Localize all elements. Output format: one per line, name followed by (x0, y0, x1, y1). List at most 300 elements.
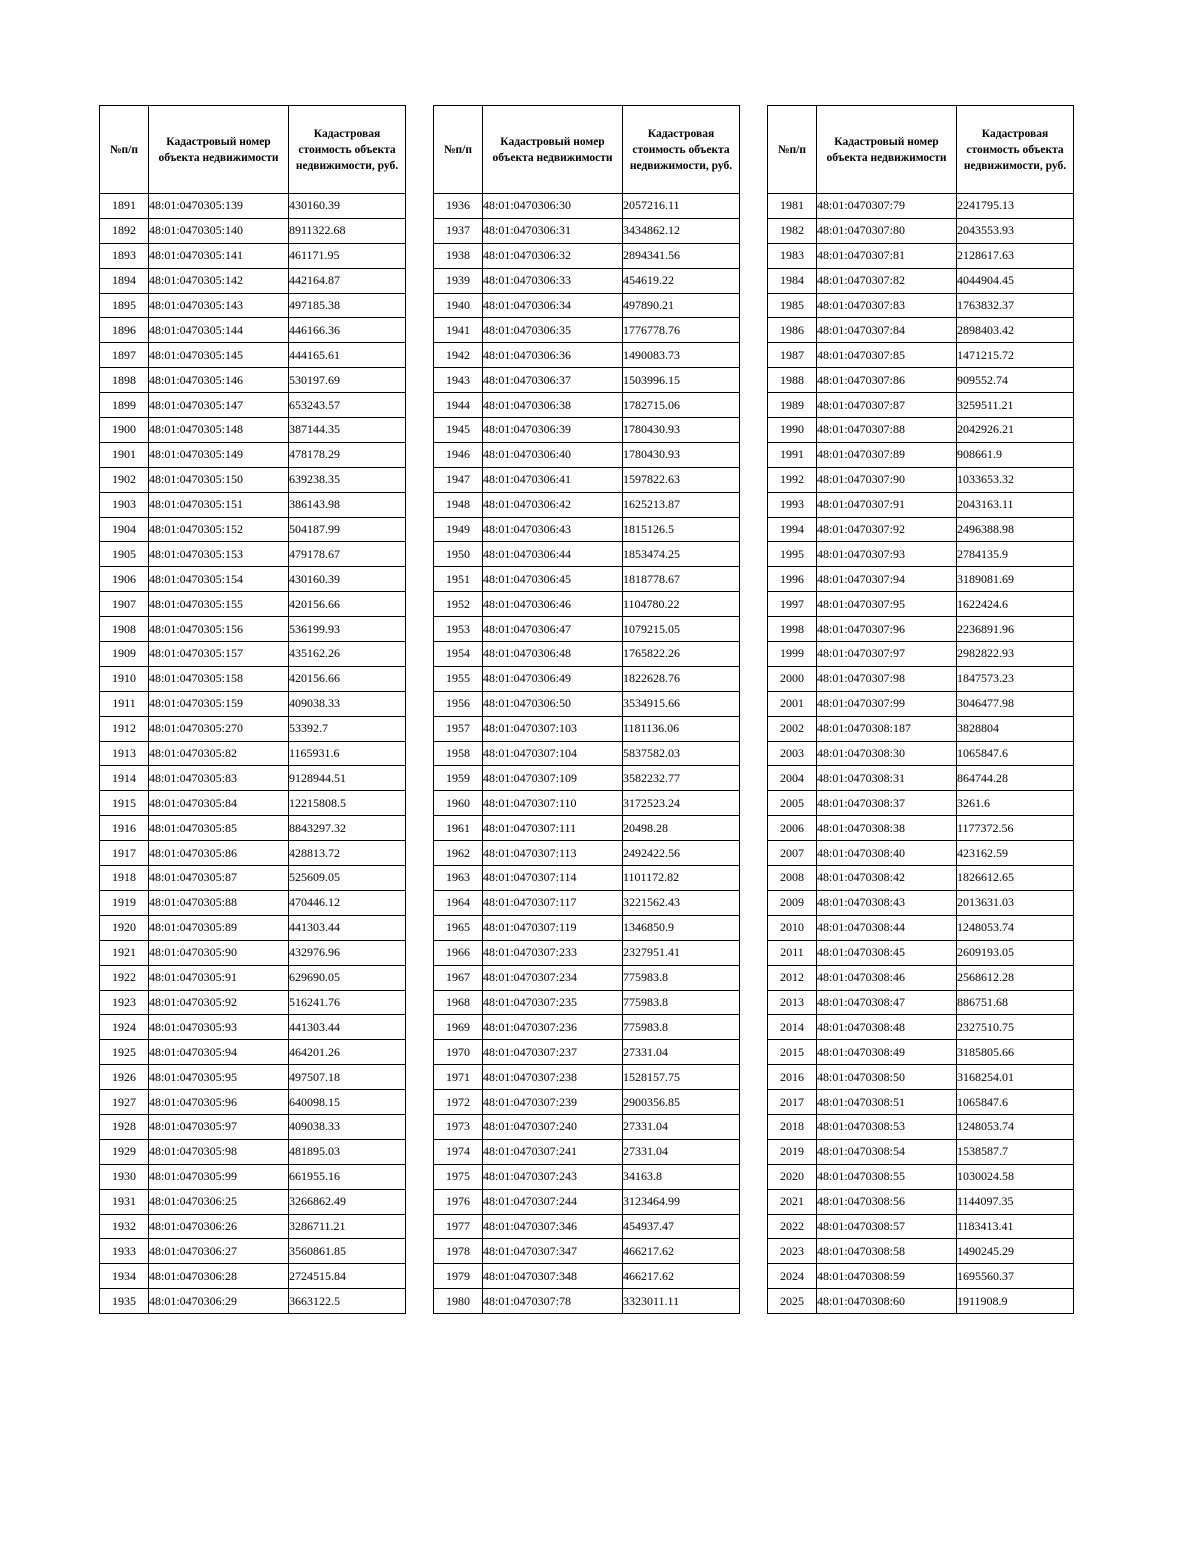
cadastral-value: 1065847.6 (957, 741, 1074, 766)
cadastral-id: 48:01:0470306:33 (483, 268, 623, 293)
table-row (768, 642, 1074, 667)
row-number: 1899 (100, 393, 149, 418)
cadastral-value: 1826612.65 (957, 866, 1074, 891)
row-number: 2021 (768, 1189, 817, 1214)
cadastral-id: 48:01:0470307:238 (483, 1065, 623, 1090)
table-row (100, 1065, 406, 1090)
cadastral-id: 48:01:0470307:234 (483, 965, 623, 990)
cadastral-id: 48:01:0470305:152 (149, 517, 289, 542)
cadastral-id: 48:01:0470308:44 (817, 915, 957, 940)
header-num: №п/п (768, 106, 817, 194)
table-row (434, 567, 740, 592)
row-number: 1898 (100, 368, 149, 393)
table-row (768, 1114, 1074, 1139)
cadastral-id: 48:01:0470306:42 (483, 492, 623, 517)
cadastral-value: 2236891.96 (957, 617, 1074, 642)
cadastral-id: 48:01:0470308:45 (817, 940, 957, 965)
table-row (768, 268, 1074, 293)
cadastral-id: 48:01:0470305:141 (149, 243, 289, 268)
table-row (434, 841, 740, 866)
row-number: 2019 (768, 1139, 817, 1164)
row-number: 1941 (434, 318, 483, 343)
table-row (768, 866, 1074, 891)
table-body (100, 194, 406, 1314)
cadastral-value: 53392.7 (289, 716, 406, 741)
table-row (434, 268, 740, 293)
cadastral-id: 48:01:0470307:240 (483, 1114, 623, 1139)
cadastral-id: 48:01:0470305:94 (149, 1040, 289, 1065)
cadastral-id: 48:01:0470307:90 (817, 467, 957, 492)
cadastral-value: 8843297.32 (289, 816, 406, 841)
cadastral-id: 48:01:0470305:92 (149, 990, 289, 1015)
row-number: 1921 (100, 940, 149, 965)
row-number: 1983 (768, 243, 817, 268)
cadastral-value: 479178.67 (289, 542, 406, 567)
row-number: 1993 (768, 492, 817, 517)
cadastral-value: 1033653.32 (957, 467, 1074, 492)
cadastral-value: 2609193.05 (957, 940, 1074, 965)
row-number: 1996 (768, 567, 817, 592)
cadastral-id: 48:01:0470305:147 (149, 393, 289, 418)
cadastral-value: 1597822.63 (623, 467, 740, 492)
table-body (434, 194, 740, 1314)
cadastral-value: 2241795.13 (957, 194, 1074, 219)
cadastral-id: 48:01:0470308:47 (817, 990, 957, 1015)
table-row (434, 318, 740, 343)
cadastral-id: 48:01:0470305:157 (149, 642, 289, 667)
cadastral-value: 3534915.66 (623, 691, 740, 716)
row-number: 1947 (434, 467, 483, 492)
cadastral-value: 442164.87 (289, 268, 406, 293)
table-row (768, 517, 1074, 542)
cadastral-value: 1853474.25 (623, 542, 740, 567)
cadastral-id: 48:01:0470307:114 (483, 866, 623, 891)
cadastral-id: 48:01:0470307:84 (817, 318, 957, 343)
cadastral-value: 12215808.5 (289, 791, 406, 816)
row-number: 2016 (768, 1065, 817, 1090)
cadastral-id: 48:01:0470306:46 (483, 592, 623, 617)
table-row (768, 393, 1074, 418)
table-row (100, 592, 406, 617)
row-number: 1936 (434, 194, 483, 219)
cadastral-value: 420156.66 (289, 666, 406, 691)
row-number: 1975 (434, 1164, 483, 1189)
row-number: 1989 (768, 393, 817, 418)
cadastral-id: 48:01:0470307:113 (483, 841, 623, 866)
cadastral-value: 3046477.98 (957, 691, 1074, 716)
row-number: 1968 (434, 990, 483, 1015)
cadastral-value: 454619.22 (623, 268, 740, 293)
cadastral-id: 48:01:0470305:149 (149, 442, 289, 467)
row-number: 1911 (100, 691, 149, 716)
row-number: 1925 (100, 1040, 149, 1065)
row-number: 1958 (434, 741, 483, 766)
cadastral-id: 48:01:0470306:43 (483, 517, 623, 542)
row-number: 2010 (768, 915, 817, 940)
row-number: 1912 (100, 716, 149, 741)
row-number: 2022 (768, 1214, 817, 1239)
cadastral-value: 2043163.11 (957, 492, 1074, 517)
table-row (434, 1065, 740, 1090)
cadastral-value: 1847573.23 (957, 666, 1074, 691)
cadastral-id: 48:01:0470307:82 (817, 268, 957, 293)
cadastral-id: 48:01:0470307:119 (483, 915, 623, 940)
row-number: 1944 (434, 393, 483, 418)
row-number: 1938 (434, 243, 483, 268)
cadastral-id: 48:01:0470307:347 (483, 1239, 623, 1264)
table-row (434, 194, 740, 219)
cadastral-id: 48:01:0470305:142 (149, 268, 289, 293)
table-row (434, 716, 740, 741)
cadastral-id: 48:01:0470305:158 (149, 666, 289, 691)
cadastral-value: 1177372.56 (957, 816, 1074, 841)
row-number: 2012 (768, 965, 817, 990)
table-row (434, 741, 740, 766)
table-row (100, 1214, 406, 1239)
header-cadastral-value: Кадастровая стоимость объекта недвижимости, руб. (289, 106, 406, 194)
cadastral-value: 2043553.93 (957, 218, 1074, 243)
cadastral-value: 497890.21 (623, 293, 740, 318)
row-number: 2000 (768, 666, 817, 691)
cadastral-id: 48:01:0470305:140 (149, 218, 289, 243)
cadastral-value: 504187.99 (289, 517, 406, 542)
table-row (768, 1264, 1074, 1289)
table-row (100, 368, 406, 393)
cadastral-value: 516241.76 (289, 990, 406, 1015)
cadastral-value: 8911322.68 (289, 218, 406, 243)
cadastral-id: 48:01:0470306:27 (149, 1239, 289, 1264)
table-row (100, 741, 406, 766)
row-number: 1894 (100, 268, 149, 293)
cadastral-value: 2568612.28 (957, 965, 1074, 990)
cadastral-value: 1528157.75 (623, 1065, 740, 1090)
row-number: 1917 (100, 841, 149, 866)
row-number: 2001 (768, 691, 817, 716)
cadastral-value: 1776778.76 (623, 318, 740, 343)
cadastral-value: 1165931.6 (289, 741, 406, 766)
cadastral-id: 48:01:0470307:346 (483, 1214, 623, 1239)
row-number: 1920 (100, 915, 149, 940)
cadastral-id: 48:01:0470307:237 (483, 1040, 623, 1065)
cadastral-id: 48:01:0470307:79 (817, 194, 957, 219)
cadastral-id: 48:01:0470306:39 (483, 418, 623, 443)
cadastral-id: 48:01:0470306:40 (483, 442, 623, 467)
cadastral-value: 1104780.22 (623, 592, 740, 617)
cadastral-value: 1780430.93 (623, 418, 740, 443)
cadastral-value: 27331.04 (623, 1114, 740, 1139)
cadastral-value: 525609.05 (289, 866, 406, 891)
row-number: 1982 (768, 218, 817, 243)
row-number: 1908 (100, 617, 149, 642)
row-number: 1963 (434, 866, 483, 891)
row-number: 2009 (768, 890, 817, 915)
cadastral-id: 48:01:0470305:86 (149, 841, 289, 866)
table-row (768, 965, 1074, 990)
table-row (768, 841, 1074, 866)
row-number: 2023 (768, 1239, 817, 1264)
table-row (100, 1139, 406, 1164)
table-row (434, 492, 740, 517)
cadastral-id: 48:01:0470305:148 (149, 418, 289, 443)
cadastral-id: 48:01:0470306:26 (149, 1214, 289, 1239)
cadastral-value: 441303.44 (289, 1015, 406, 1040)
table-row (434, 965, 740, 990)
cadastral-id: 48:01:0470308:59 (817, 1264, 957, 1289)
table-row (434, 1114, 740, 1139)
cadastral-value: 2327510.75 (957, 1015, 1074, 1040)
cadastral-value: 775983.8 (623, 990, 740, 1015)
row-number: 1966 (434, 940, 483, 965)
row-number: 1991 (768, 442, 817, 467)
row-number: 1986 (768, 318, 817, 343)
cadastral-value: 661955.16 (289, 1164, 406, 1189)
row-number: 1945 (434, 418, 483, 443)
cadastral-value: 3259511.21 (957, 393, 1074, 418)
cadastral-id: 48:01:0470305:153 (149, 542, 289, 567)
cadastral-value: 775983.8 (623, 1015, 740, 1040)
row-number: 1918 (100, 866, 149, 891)
cadastral-value: 1818778.67 (623, 567, 740, 592)
row-number: 1916 (100, 816, 149, 841)
cadastral-id: 48:01:0470307:110 (483, 791, 623, 816)
cadastral-id: 48:01:0470307:92 (817, 517, 957, 542)
cadastral-id: 48:01:0470305:159 (149, 691, 289, 716)
table-row (434, 243, 740, 268)
cadastral-value: 1248053.74 (957, 1114, 1074, 1139)
cadastral-value: 1490083.73 (623, 343, 740, 368)
table-row (434, 1139, 740, 1164)
row-number: 1951 (434, 567, 483, 592)
header-cadastral-id: Кадастровый номер объекта недвижимости (149, 106, 289, 194)
cadastral-id: 48:01:0470306:32 (483, 243, 623, 268)
cadastral-id: 48:01:0470307:109 (483, 766, 623, 791)
cadastral-id: 48:01:0470305:155 (149, 592, 289, 617)
cadastral-value: 3560861.85 (289, 1239, 406, 1264)
cadastral-value: 1622424.6 (957, 592, 1074, 617)
table-header-row (434, 106, 740, 194)
row-number: 2006 (768, 816, 817, 841)
cadastral-id: 48:01:0470308:30 (817, 741, 957, 766)
table-row (434, 542, 740, 567)
cadastral-id: 48:01:0470305:143 (149, 293, 289, 318)
header-num: №п/п (434, 106, 483, 194)
cadastral-id: 48:01:0470308:53 (817, 1114, 957, 1139)
cadastral-id: 48:01:0470306:45 (483, 567, 623, 592)
cadastral-id: 48:01:0470307:117 (483, 890, 623, 915)
cadastral-value: 3168254.01 (957, 1065, 1074, 1090)
table-row (100, 866, 406, 891)
cadastral-id: 48:01:0470305:139 (149, 194, 289, 219)
row-number: 1893 (100, 243, 149, 268)
table-row (768, 1189, 1074, 1214)
cadastral-id: 48:01:0470307:89 (817, 442, 957, 467)
table-row (434, 293, 740, 318)
table-row (768, 418, 1074, 443)
cadastral-value: 34163.8 (623, 1164, 740, 1189)
cadastral-value: 1248053.74 (957, 915, 1074, 940)
cadastral-id: 48:01:0470307:88 (817, 418, 957, 443)
row-number: 1915 (100, 791, 149, 816)
row-number: 1957 (434, 716, 483, 741)
cadastral-value: 2784135.9 (957, 542, 1074, 567)
header-num: №п/п (100, 106, 149, 194)
cadastral-id: 48:01:0470308:49 (817, 1040, 957, 1065)
table-row (434, 990, 740, 1015)
cadastral-value: 2042926.21 (957, 418, 1074, 443)
table-row (100, 1040, 406, 1065)
table-row (434, 816, 740, 841)
cadastral-value: 2900356.85 (623, 1090, 740, 1115)
table-row (768, 567, 1074, 592)
cadastral-value: 1471215.72 (957, 343, 1074, 368)
table-row (768, 791, 1074, 816)
row-number: 1977 (434, 1214, 483, 1239)
table-row (100, 841, 406, 866)
cadastral-table-1 (99, 105, 406, 1314)
table-row (768, 940, 1074, 965)
header-cadastral-value: Кадастровая стоимость объекта недвижимости, руб. (623, 106, 740, 194)
table-row (100, 194, 406, 219)
row-number: 1960 (434, 791, 483, 816)
cadastral-value: 1763832.37 (957, 293, 1074, 318)
cadastral-value: 640098.15 (289, 1090, 406, 1115)
table-row (100, 915, 406, 940)
row-number: 1905 (100, 542, 149, 567)
row-number: 1919 (100, 890, 149, 915)
cadastral-id: 48:01:0470306:34 (483, 293, 623, 318)
row-number: 1953 (434, 617, 483, 642)
cadastral-id: 48:01:0470307:78 (483, 1289, 623, 1314)
table-row (100, 293, 406, 318)
cadastral-value: 497507.18 (289, 1065, 406, 1090)
cadastral-id: 48:01:0470308:54 (817, 1139, 957, 1164)
table-row (100, 642, 406, 667)
row-number: 1923 (100, 990, 149, 1015)
row-number: 1999 (768, 642, 817, 667)
row-number: 1895 (100, 293, 149, 318)
cadastral-id: 48:01:0470307:239 (483, 1090, 623, 1115)
row-number: 2018 (768, 1114, 817, 1139)
table-row (768, 1164, 1074, 1189)
cadastral-value: 1183413.41 (957, 1214, 1074, 1239)
cadastral-id: 48:01:0470307:94 (817, 567, 957, 592)
row-number: 1965 (434, 915, 483, 940)
cadastral-id: 48:01:0470308:55 (817, 1164, 957, 1189)
table-row (768, 716, 1074, 741)
table-row (100, 1239, 406, 1264)
cadastral-value: 3828804 (957, 716, 1074, 741)
row-number: 1981 (768, 194, 817, 219)
table-row (434, 915, 740, 940)
cadastral-id: 48:01:0470307:103 (483, 716, 623, 741)
row-number: 1969 (434, 1015, 483, 1040)
row-number: 2017 (768, 1090, 817, 1115)
table-row (768, 1289, 1074, 1314)
table-row (768, 1090, 1074, 1115)
cadastral-value: 3123464.99 (623, 1189, 740, 1214)
cadastral-id: 48:01:0470308:40 (817, 841, 957, 866)
cadastral-id: 48:01:0470308:60 (817, 1289, 957, 1314)
cadastral-id: 48:01:0470305:99 (149, 1164, 289, 1189)
row-number: 2024 (768, 1264, 817, 1289)
row-number: 1903 (100, 492, 149, 517)
table-row (434, 1239, 740, 1264)
row-number: 1946 (434, 442, 483, 467)
row-number: 2011 (768, 940, 817, 965)
table-row (768, 990, 1074, 1015)
cadastral-id: 48:01:0470308:43 (817, 890, 957, 915)
header-cadastral-value: Кадастровая стоимость объекта недвижимости, руб. (957, 106, 1074, 194)
cadastral-id: 48:01:0470307:235 (483, 990, 623, 1015)
cadastral-value: 446166.36 (289, 318, 406, 343)
table-row (100, 1264, 406, 1289)
cadastral-id: 48:01:0470307:97 (817, 642, 957, 667)
row-number: 2003 (768, 741, 817, 766)
table-row (434, 218, 740, 243)
cadastral-value: 497185.38 (289, 293, 406, 318)
table-row (768, 915, 1074, 940)
table-row (434, 368, 740, 393)
table-row (100, 1289, 406, 1314)
row-number: 1937 (434, 218, 483, 243)
cadastral-value: 3663122.5 (289, 1289, 406, 1314)
table-row (434, 890, 740, 915)
cadastral-value: 3185805.66 (957, 1040, 1074, 1065)
table-row (768, 218, 1074, 243)
row-number: 1998 (768, 617, 817, 642)
table-row (100, 268, 406, 293)
cadastral-id: 48:01:0470307:348 (483, 1264, 623, 1289)
cadastral-value: 886751.68 (957, 990, 1074, 1015)
cadastral-value: 2982822.93 (957, 642, 1074, 667)
cadastral-value: 464201.26 (289, 1040, 406, 1065)
cadastral-id: 48:01:0470305:89 (149, 915, 289, 940)
table-row (768, 1239, 1074, 1264)
table-row (100, 1189, 406, 1214)
cadastral-table-3 (767, 105, 1074, 1314)
cadastral-value: 2492422.56 (623, 841, 740, 866)
cadastral-value: 2898403.42 (957, 318, 1074, 343)
cadastral-value: 435162.26 (289, 642, 406, 667)
cadastral-id: 48:01:0470307:95 (817, 592, 957, 617)
row-number: 1990 (768, 418, 817, 443)
row-number: 1939 (434, 268, 483, 293)
table-row (768, 666, 1074, 691)
cadastral-id: 48:01:0470306:49 (483, 666, 623, 691)
table-row (434, 940, 740, 965)
row-number: 1931 (100, 1189, 149, 1214)
cadastral-id: 48:01:0470305:144 (149, 318, 289, 343)
row-number: 1948 (434, 492, 483, 517)
table-row (768, 617, 1074, 642)
table-row (434, 791, 740, 816)
table-row (100, 1114, 406, 1139)
row-number: 1992 (768, 467, 817, 492)
table-row (100, 1090, 406, 1115)
cadastral-value: 1911908.9 (957, 1289, 1074, 1314)
table-row (434, 442, 740, 467)
cadastral-value: 629690.05 (289, 965, 406, 990)
cadastral-value: 5837582.03 (623, 741, 740, 766)
cadastral-id: 48:01:0470306:28 (149, 1264, 289, 1289)
cadastral-table-2 (433, 105, 740, 1314)
cadastral-value: 478178.29 (289, 442, 406, 467)
table-row (434, 418, 740, 443)
table-row (768, 766, 1074, 791)
table-row (100, 816, 406, 841)
cadastral-value: 423162.59 (957, 841, 1074, 866)
table-row (434, 691, 740, 716)
